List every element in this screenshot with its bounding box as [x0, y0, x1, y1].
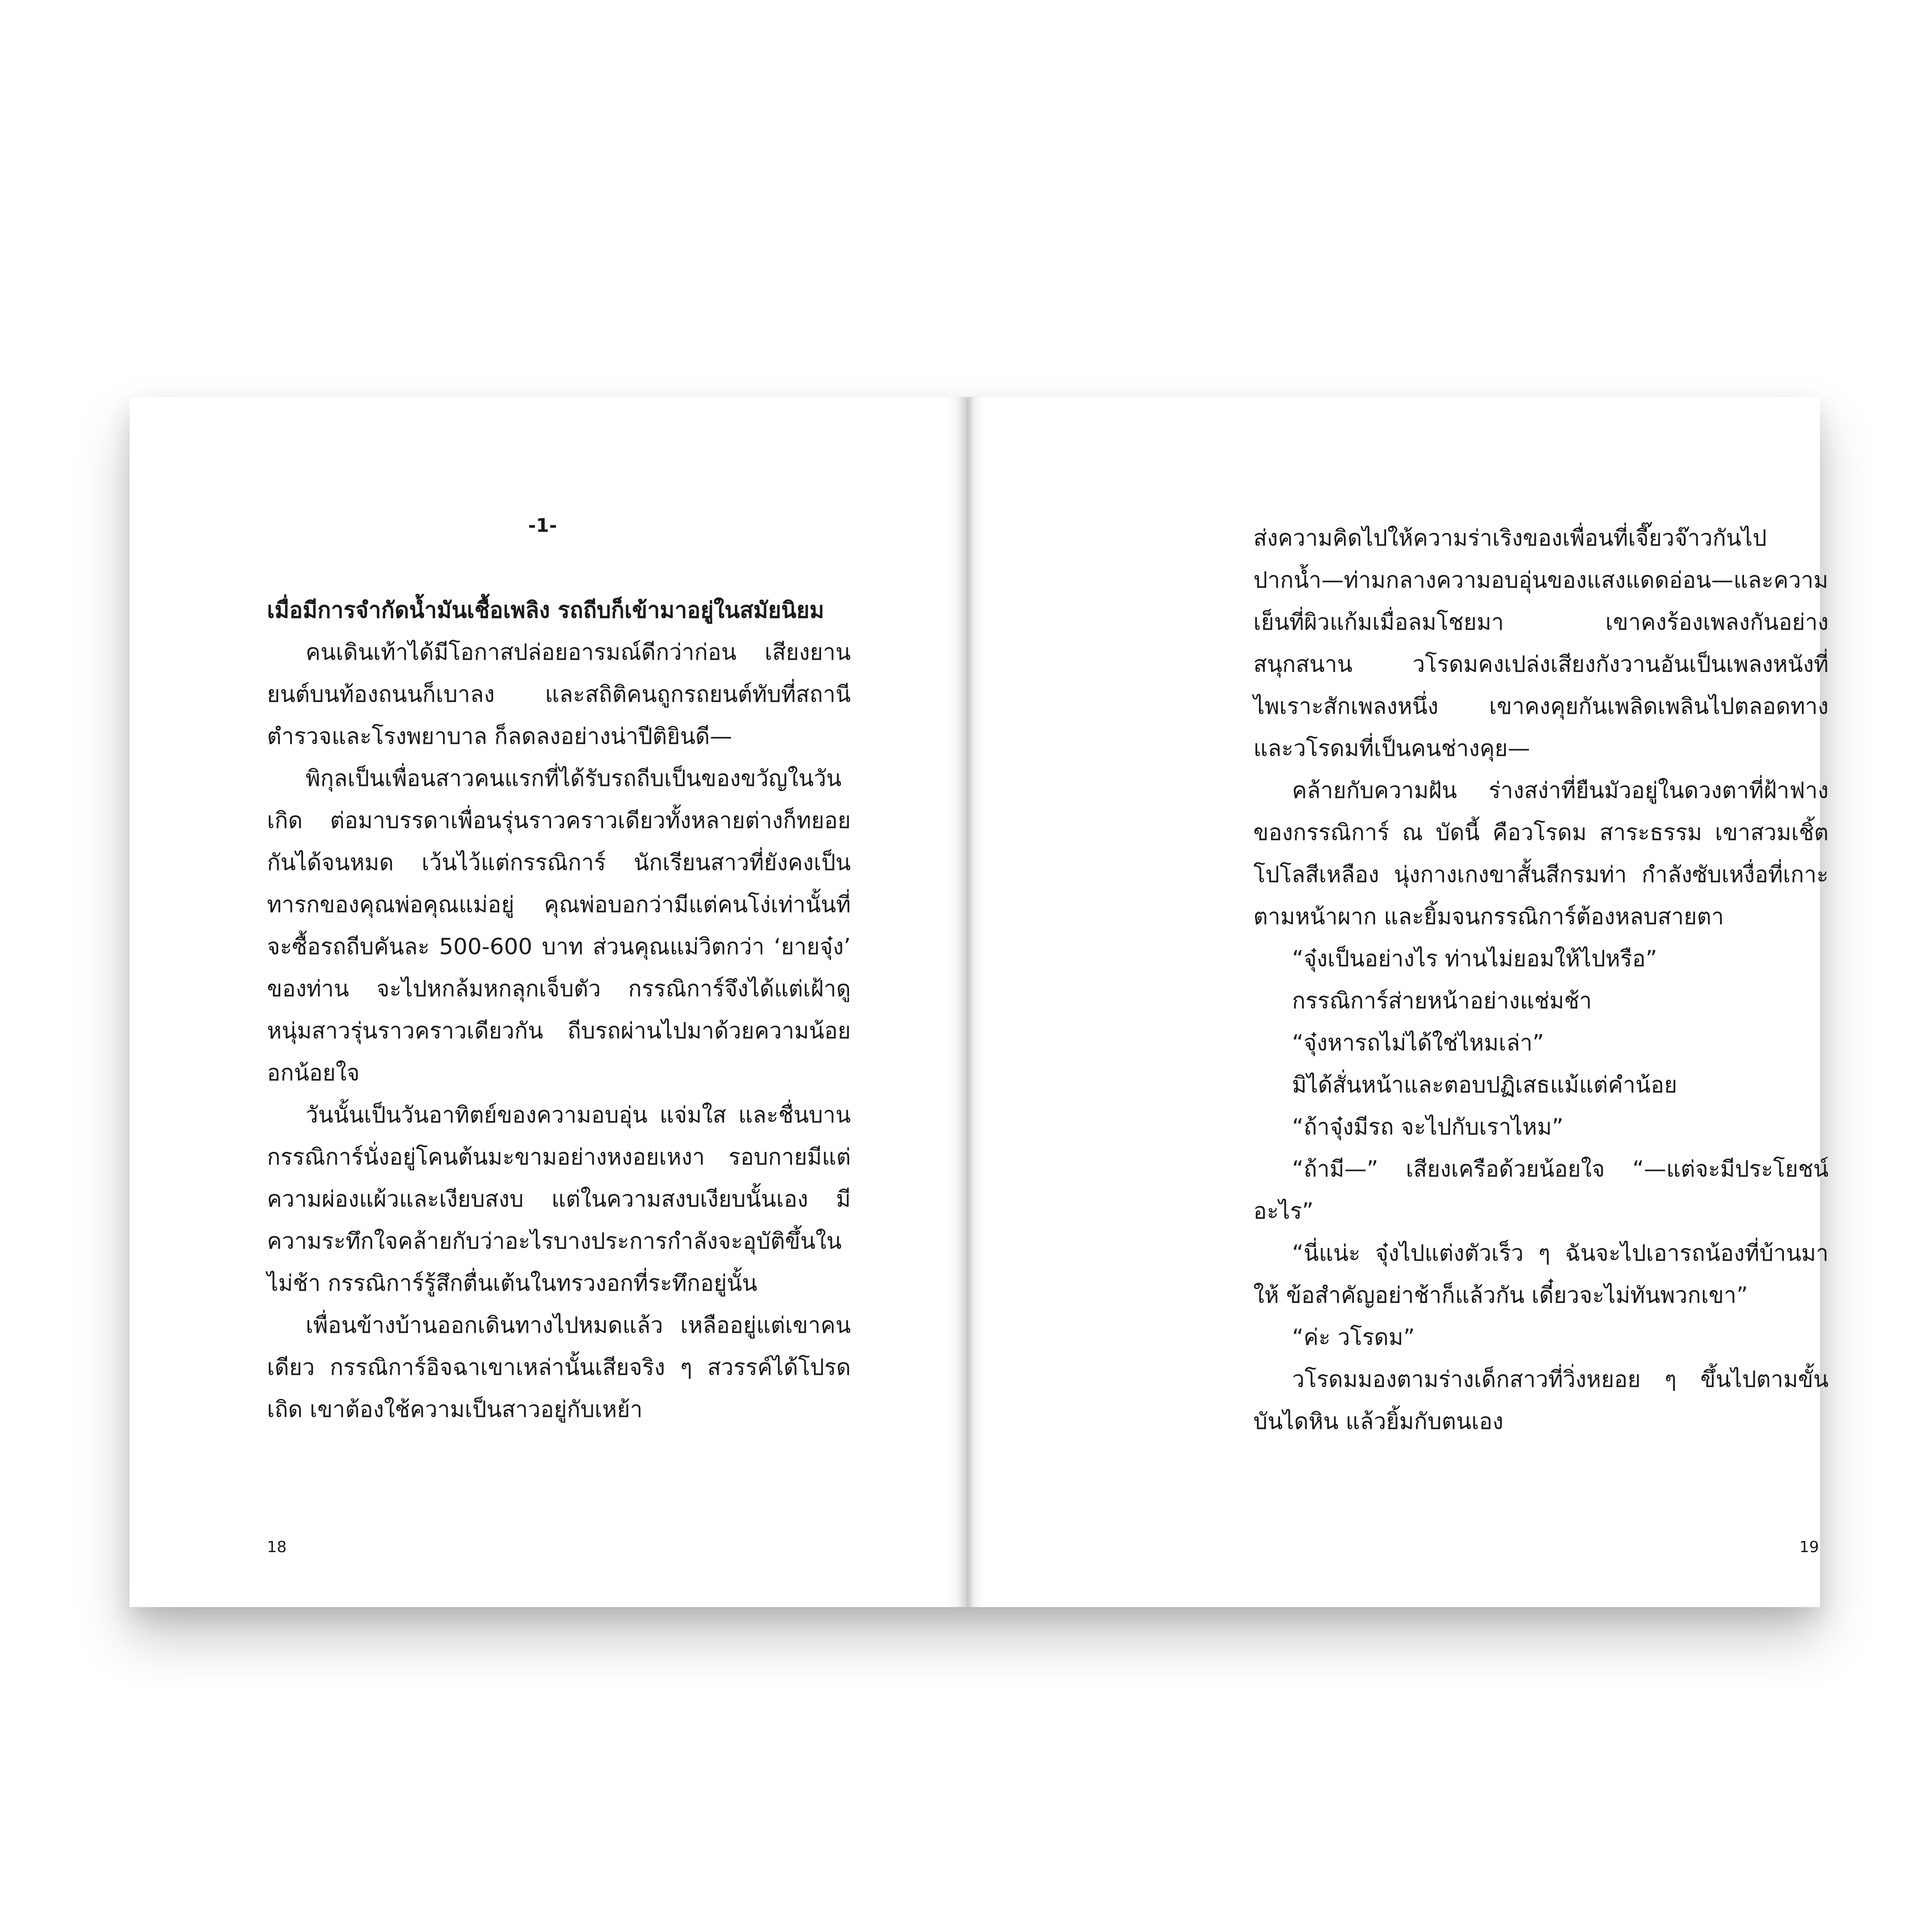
dialogue-line: “ถ้ามี—” เสียงเครือด้วยน้อยใจ “—แต่จะมีประโยชน์อะไร”	[1253, 1156, 1829, 1224]
left-page-text	[267, 589, 851, 1431]
dialogue-line: “ถ้าจุ๋งมีรถ จะไปกับเราไหม”	[1292, 1114, 1564, 1140]
dialogue-line: “จุ๋งเป็นอย่างไร ท่านไม่ยอมให้ไปหรือ”	[1292, 946, 1657, 972]
paragraph: วันนั้นเป็นวันอาทิตย์ของความอบอุ่น แจ่มใส และชื่นบาน กรรณิการ์นั่งอยู่โคนต้นมะขามอย่างหงอยเหงา รอบกายมีแต่ความผ่องแผ้วและเงียบสงบ แต่ในความสงบเงียบนั้นเอง มีความระทึกใจคล้ายกับว่าอะไรบางประการกำลังจะอุบัติขึ้นในไม่ช้า กรรณิการ์รู้สึกตื่นเต้นในทรวงอกที่ระทึกอยู่นั้น	[267, 1102, 851, 1296]
left-page	[130, 397, 955, 1607]
dialogue-line: “จุ๋งหารถไม่ได้ใช่ไหมเล่า”	[1292, 1030, 1544, 1056]
paragraph: กรรณิการ์ส่ายหน้าอย่างแช่มช้า	[1292, 988, 1592, 1014]
right-page	[969, 397, 1829, 1607]
dialogue-line: “นี่แน่ะ จุ๋งไปแต่งตัวเร็ว ๆ ฉันจะไปเอารถน้องที่บ้านมาให้ ข้อสำคัญอย่าช้าก็แล้วกัน เดี๋ยวจะไม่ทันพวกเขา”	[1253, 1240, 1829, 1308]
page-number-left: 18	[267, 1538, 287, 1556]
chapter-number: -1-	[528, 515, 557, 537]
dialogue-line: “ค่ะ วโรดม”	[1292, 1325, 1415, 1350]
paragraph: เพื่อนข้างบ้านออกเดินทางไปหมดแล้ว เหลืออยู่แต่เขาคนเดียว กรรณิการ์อิจฉาเขาเหล่านั้นเสียจริง ๆ สวรรค์ได้โปรดเถิด เขาต้องใช้ความเป็นสาวอยู่กับเหย้า	[267, 1313, 851, 1422]
paragraph: คล้ายกับความฝัน ร่างสง่าที่ยืนมัวอยู่ในดวงตาที่ฝ้าฟางของกรรณิการ์ ณ บัดนี้ คือวโรดม สาระธรรม เขาสวมเชิ้ตโปโลสีเหลือง นุ่งกางเกงขาสั้นสีกรมท่า กำลังซับเหงื่อที่เกาะตามหน้าผาก และยิ้มจนกรรณิการ์ต้องหลบสายตา	[1253, 778, 1829, 930]
paragraph: คนเดินเท้าได้มีโอกาสปล่อยอารมณ์ดีกว่าก่อน เสียงยานยนต์บนท้องถนนก็เบาลง และสถิติคนถูกรถยนต์ทับที่สถานีตำรวจและโรงพยาบาล ก็ลดลงอย่างน่าปีติยินดี—	[267, 640, 851, 749]
book-spread	[130, 397, 1829, 1607]
paragraph: พิกุลเป็นเพื่อนสาวคนแรกที่ได้รับรถถีบเป็นของขวัญในวันเกิด ต่อมาบรรดาเพื่อนรุ่นราวคราวเดียวทั้งหลายต่างก็ทยอยกันได้จนหมด เว้นไว้แต่กรรณิการ์ นักเรียนสาวที่ยังคงเป็นทารกของคุณพ่อคุณแม่อยู่ คุณพ่อบอกว่ามีแต่คนโง่เท่านั้นที่จะซื้อรถถีบคันละ 500-600 บาท ส่วนคุณแม่วิตกว่า ‘ยายจุ๋ง’ ของท่าน จะไปหกล้มหกลุกเจ็บตัว กรรณิการ์จึงได้แต่เฝ้าดูหนุ่มสาวรุ่นราวคราวเดียวกัน ถีบรถผ่านไปมาด้วยความน้อยอกน้อยใจ	[267, 766, 851, 1086]
paragraph: มิได้สั่นหน้าและตอบปฏิเสธแม้แต่คำน้อย	[1292, 1072, 1677, 1098]
paragraph: วโรดมมองตามร่างเด็กสาวที่วิ่งหยอย ๆ ขึ้นไปตามขั้นบันไดหิน แล้วยิ้มกับตนเอง	[1253, 1367, 1829, 1435]
continuation-paragraph: ส่งความคิดไปให้ความร่าเริงของเพื่อนที่เจี๊ยวจ๊าวกันไปปากน้ำ—ท่ามกลางความอบอุ่นของแสงแดดอ่อน—และความเย็นที่ผิวแก้มเมื่อลมโชยมา เขาคงร้องเพลงกันอย่างสนุกสนาน วโรดมคงเปล่งเสียงกังวานอันเป็นเพลงหนังที่ไพเราะสักเพลงหนึ่ง เขาคงคุยกันเพลิดเพลินไปตลอดทาง และวโรดมที่เป็นคนช่างคุย—	[1253, 525, 1829, 761]
right-page-text	[1253, 517, 1829, 1443]
page-number-right: 19	[1799, 1538, 1819, 1556]
chapter-title: เมื่อมีการจำกัดน้ำมันเชื้อเพลิง รถถีบก็เข้ามาอยู่ในสมัยนิยม	[267, 597, 825, 623]
